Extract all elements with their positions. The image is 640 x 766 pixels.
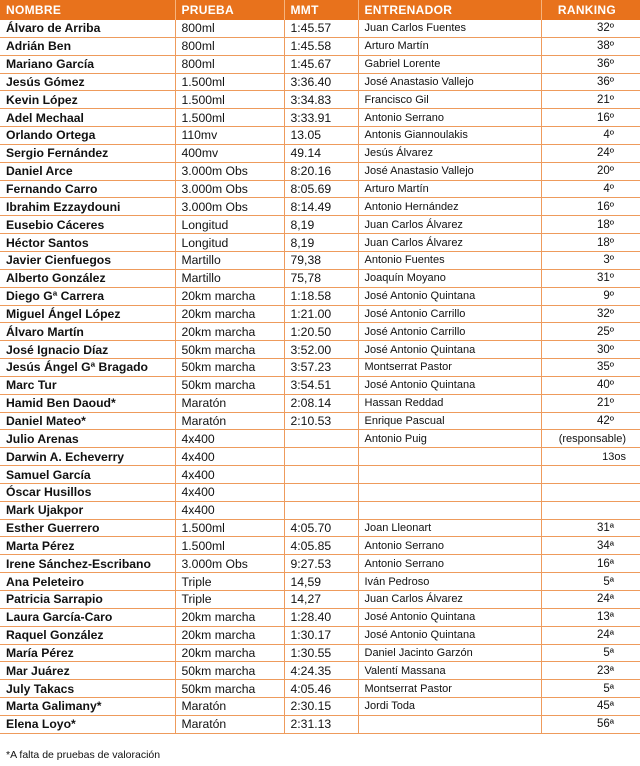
table-row bbox=[0, 591, 640, 609]
event-cell: 800ml bbox=[175, 37, 284, 55]
coach-cell: Gabriel Lorente bbox=[358, 55, 541, 73]
athlete-name-cell: Álvaro Martín bbox=[0, 323, 175, 341]
ranking-cell: 18º bbox=[541, 234, 640, 252]
event-cell: 4x400 bbox=[175, 466, 284, 484]
coach-cell bbox=[358, 466, 541, 484]
header-mark: MMT bbox=[284, 0, 358, 20]
athlete-name-cell: Daniel Arce bbox=[0, 162, 175, 180]
ranking-cell: 35º bbox=[541, 359, 640, 377]
table-row bbox=[0, 55, 640, 73]
athlete-name-cell: Óscar Husillos bbox=[0, 483, 175, 501]
mark-cell: 75,78 bbox=[284, 269, 358, 287]
coach-cell: José Antonio Quintana bbox=[358, 341, 541, 359]
mark-cell: 2:30.15 bbox=[284, 698, 358, 716]
event-cell: 1.500ml bbox=[175, 537, 284, 555]
table-row bbox=[0, 412, 640, 430]
event-cell: 3.000m Obs bbox=[175, 180, 284, 198]
ranking-cell: 25º bbox=[541, 323, 640, 341]
event-cell: 800ml bbox=[175, 55, 284, 73]
athlete-name-cell: Samuel García bbox=[0, 466, 175, 484]
coach-cell: José Antonio Quintana bbox=[358, 626, 541, 644]
event-cell: 3.000m Obs bbox=[175, 198, 284, 216]
table-row bbox=[0, 20, 640, 37]
coach-cell: José Antonio Carrillo bbox=[358, 305, 541, 323]
ranking-cell: 32º bbox=[541, 305, 640, 323]
athlete-name-cell: Patricia Sarrapio bbox=[0, 591, 175, 609]
event-cell: Maratón bbox=[175, 698, 284, 716]
ranking-cell: 36º bbox=[541, 55, 640, 73]
ranking-cell: 42º bbox=[541, 412, 640, 430]
table-row bbox=[0, 537, 640, 555]
table-row bbox=[0, 394, 640, 412]
event-cell: Triple bbox=[175, 591, 284, 609]
ranking-cell: 31º bbox=[541, 269, 640, 287]
table-row bbox=[0, 519, 640, 537]
table-row bbox=[0, 680, 640, 698]
event-cell: 4x400 bbox=[175, 501, 284, 519]
ranking-cell: 24ª bbox=[541, 626, 640, 644]
event-cell: 20km marcha bbox=[175, 608, 284, 626]
event-cell: Longitud bbox=[175, 234, 284, 252]
mark-cell: 8:05.69 bbox=[284, 180, 358, 198]
coach-cell bbox=[358, 501, 541, 519]
ranking-cell bbox=[541, 483, 640, 501]
mark-cell: 2:08.14 bbox=[284, 394, 358, 412]
ranking-cell: 13os bbox=[541, 448, 640, 466]
ranking-cell bbox=[541, 466, 640, 484]
mark-cell: 8:20.16 bbox=[284, 162, 358, 180]
coach-cell: José Antonio Carrillo bbox=[358, 323, 541, 341]
coach-cell: Antonio Serrano bbox=[358, 555, 541, 573]
mark-cell bbox=[284, 430, 358, 448]
athlete-name-cell: Elena Loyo* bbox=[0, 715, 175, 733]
coach-cell: Juan Carlos Álvarez bbox=[358, 216, 541, 234]
event-cell: 3.000m Obs bbox=[175, 162, 284, 180]
athlete-name-cell: María Pérez bbox=[0, 644, 175, 662]
athlete-name-cell: Javier Cienfuegos bbox=[0, 251, 175, 269]
athlete-name-cell: Fernando Carro bbox=[0, 180, 175, 198]
ranking-cell: 24º bbox=[541, 144, 640, 162]
ranking-cell: 21º bbox=[541, 394, 640, 412]
ranking-cell: (responsable) bbox=[541, 430, 640, 448]
athlete-name-cell: Hamid Ben Daoud* bbox=[0, 394, 175, 412]
table-row bbox=[0, 359, 640, 377]
athlete-name-cell: Miguel Ángel López bbox=[0, 305, 175, 323]
table-row bbox=[0, 466, 640, 484]
mark-cell: 3:57.23 bbox=[284, 359, 358, 377]
athlete-name-cell: Laura García-Caro bbox=[0, 608, 175, 626]
event-cell: 20km marcha bbox=[175, 323, 284, 341]
athlete-name-cell: Marta Galimany* bbox=[0, 698, 175, 716]
athlete-name-cell: Diego Gª Carrera bbox=[0, 287, 175, 305]
table-row bbox=[0, 73, 640, 91]
table-row bbox=[0, 127, 640, 145]
mark-cell: 1:21.00 bbox=[284, 305, 358, 323]
ranking-cell: 34ª bbox=[541, 537, 640, 555]
table-row bbox=[0, 501, 640, 519]
coach-cell: Montserrat Pastor bbox=[358, 359, 541, 377]
coach-cell: Arturo Martín bbox=[358, 180, 541, 198]
event-cell: 50km marcha bbox=[175, 341, 284, 359]
event-cell: 4x400 bbox=[175, 483, 284, 501]
event-cell: Martillo bbox=[175, 269, 284, 287]
athlete-name-cell: Kevin López bbox=[0, 91, 175, 109]
mark-cell: 9:27.53 bbox=[284, 555, 358, 573]
event-cell: 20km marcha bbox=[175, 287, 284, 305]
mark-cell: 3:34.83 bbox=[284, 91, 358, 109]
athlete-name-cell: Mariano García bbox=[0, 55, 175, 73]
event-cell: 50km marcha bbox=[175, 359, 284, 377]
athlete-name-cell: Esther Guerrero bbox=[0, 519, 175, 537]
mark-cell bbox=[284, 483, 358, 501]
mark-cell: 4:05.46 bbox=[284, 680, 358, 698]
ranking-cell: 13ª bbox=[541, 608, 640, 626]
athlete-name-cell: Adrián Ben bbox=[0, 37, 175, 55]
coach-cell: Hassan Reddad bbox=[358, 394, 541, 412]
table-header-row bbox=[0, 0, 640, 20]
coach-cell: Enrique Pascual bbox=[358, 412, 541, 430]
table-row bbox=[0, 430, 640, 448]
mark-cell: 1:30.55 bbox=[284, 644, 358, 662]
athlete-name-cell: Alberto González bbox=[0, 269, 175, 287]
mark-cell: 3:33.91 bbox=[284, 109, 358, 127]
athlete-name-cell: Mar Juárez bbox=[0, 662, 175, 680]
mark-cell: 3:52.00 bbox=[284, 341, 358, 359]
event-cell: 400mv bbox=[175, 144, 284, 162]
mark-cell: 2:10.53 bbox=[284, 412, 358, 430]
coach-cell: Arturo Martín bbox=[358, 37, 541, 55]
mark-cell: 13.05 bbox=[284, 127, 358, 145]
athlete-name-cell: Álvaro de Arriba bbox=[0, 20, 175, 37]
ranking-cell: 21º bbox=[541, 91, 640, 109]
table-row bbox=[0, 715, 640, 733]
mark-cell: 8,19 bbox=[284, 216, 358, 234]
athlete-name-cell: Sergio Fernández bbox=[0, 144, 175, 162]
ranking-cell bbox=[541, 501, 640, 519]
table-row bbox=[0, 37, 640, 55]
athlete-name-cell: Jesús Ángel Gª Bragado bbox=[0, 359, 175, 377]
coach-cell bbox=[358, 448, 541, 466]
mark-cell: 1:45.67 bbox=[284, 55, 358, 73]
table-row bbox=[0, 305, 640, 323]
coach-cell: Valentí Massana bbox=[358, 662, 541, 680]
ranking-cell: 24ª bbox=[541, 591, 640, 609]
table-row bbox=[0, 644, 640, 662]
table-row bbox=[0, 573, 640, 591]
ranking-cell: 5ª bbox=[541, 644, 640, 662]
table-row bbox=[0, 323, 640, 341]
ranking-cell: 4º bbox=[541, 180, 640, 198]
table-body bbox=[0, 20, 640, 733]
ranking-cell: 9º bbox=[541, 287, 640, 305]
table-row bbox=[0, 287, 640, 305]
event-cell: 50km marcha bbox=[175, 662, 284, 680]
athlete-name-cell: July Takacs bbox=[0, 680, 175, 698]
mark-cell: 8,19 bbox=[284, 234, 358, 252]
ranking-cell: 45ª bbox=[541, 698, 640, 716]
coach-cell: Jesús Álvarez bbox=[358, 144, 541, 162]
ranking-cell: 16º bbox=[541, 198, 640, 216]
mark-cell: 1:18.58 bbox=[284, 287, 358, 305]
table-row bbox=[0, 448, 640, 466]
table-row bbox=[0, 162, 640, 180]
coach-cell: José Anastasio Vallejo bbox=[358, 162, 541, 180]
ranking-cell: 5ª bbox=[541, 680, 640, 698]
event-cell: Triple bbox=[175, 573, 284, 591]
coach-cell: José Anastasio Vallejo bbox=[358, 73, 541, 91]
ranking-cell: 31ª bbox=[541, 519, 640, 537]
mark-cell: 1:45.58 bbox=[284, 37, 358, 55]
event-cell: Maratón bbox=[175, 394, 284, 412]
event-cell: 1.500ml bbox=[175, 73, 284, 91]
event-cell: Martillo bbox=[175, 251, 284, 269]
event-cell: 110mv bbox=[175, 127, 284, 145]
coach-cell: Iván Pedroso bbox=[358, 573, 541, 591]
coach-cell: Joaquín Moyano bbox=[358, 269, 541, 287]
athlete-name-cell: Darwin A. Echeverry bbox=[0, 448, 175, 466]
athlete-name-cell: José Ignacio Díaz bbox=[0, 341, 175, 359]
mark-cell: 4:05.85 bbox=[284, 537, 358, 555]
mark-cell: 1:45.57 bbox=[284, 20, 358, 37]
header-event: PRUEBA bbox=[175, 0, 284, 20]
coach-cell bbox=[358, 715, 541, 733]
event-cell: 1.500ml bbox=[175, 519, 284, 537]
event-cell: 50km marcha bbox=[175, 376, 284, 394]
athlete-name-cell: Eusebio Cáceres bbox=[0, 216, 175, 234]
mark-cell: 3:36.40 bbox=[284, 73, 358, 91]
event-cell: 1.500ml bbox=[175, 109, 284, 127]
coach-cell: Daniel Jacinto Garzón bbox=[358, 644, 541, 662]
table-row bbox=[0, 198, 640, 216]
ranking-cell: 4º bbox=[541, 127, 640, 145]
athlete-name-cell: Orlando Ortega bbox=[0, 127, 175, 145]
ranking-cell: 20º bbox=[541, 162, 640, 180]
coach-cell: Antonio Puig bbox=[358, 430, 541, 448]
ranking-cell: 5ª bbox=[541, 573, 640, 591]
event-cell: 20km marcha bbox=[175, 305, 284, 323]
mark-cell bbox=[284, 466, 358, 484]
header-ranking: RANKING bbox=[541, 0, 640, 20]
table-row bbox=[0, 109, 640, 127]
mark-cell: 8:14.49 bbox=[284, 198, 358, 216]
mark-cell: 4:24.35 bbox=[284, 662, 358, 680]
athlete-name-cell: Jesús Gómez bbox=[0, 73, 175, 91]
coach-cell bbox=[358, 483, 541, 501]
coach-cell: Antonio Serrano bbox=[358, 537, 541, 555]
event-cell: Longitud bbox=[175, 216, 284, 234]
ranking-cell: 3º bbox=[541, 251, 640, 269]
coach-cell: Jordi Toda bbox=[358, 698, 541, 716]
event-cell: 1.500ml bbox=[175, 91, 284, 109]
ranking-cell: 40º bbox=[541, 376, 640, 394]
coach-cell: Montserrat Pastor bbox=[358, 680, 541, 698]
mark-cell: 49.14 bbox=[284, 144, 358, 162]
mark-cell: 3:54.51 bbox=[284, 376, 358, 394]
athlete-name-cell: Daniel Mateo* bbox=[0, 412, 175, 430]
table-row bbox=[0, 698, 640, 716]
coach-cell: Juan Carlos Fuentes bbox=[358, 20, 541, 37]
table-row bbox=[0, 626, 640, 644]
table-row bbox=[0, 251, 640, 269]
athlete-name-cell: Adel Mechaal bbox=[0, 109, 175, 127]
table-row bbox=[0, 91, 640, 109]
athlete-name-cell: Ana Peleteiro bbox=[0, 573, 175, 591]
coach-cell: Joan Lleonart bbox=[358, 519, 541, 537]
coach-cell: José Antonio Quintana bbox=[358, 608, 541, 626]
event-cell: 4x400 bbox=[175, 448, 284, 466]
table-row bbox=[0, 555, 640, 573]
ranking-cell: 16ª bbox=[541, 555, 640, 573]
mark-cell: 14,27 bbox=[284, 591, 358, 609]
athlete-name-cell: Mark Ujakpor bbox=[0, 501, 175, 519]
ranking-cell: 36º bbox=[541, 73, 640, 91]
ranking-cell: 23ª bbox=[541, 662, 640, 680]
mark-cell: 2:31.13 bbox=[284, 715, 358, 733]
event-cell: 4x400 bbox=[175, 430, 284, 448]
coach-cell: Antonio Hernández bbox=[358, 198, 541, 216]
coach-cell: Juan Carlos Álvarez bbox=[358, 234, 541, 252]
table-row bbox=[0, 180, 640, 198]
footnote: *A falta de pruebas de valoración bbox=[6, 749, 161, 761]
ranking-cell: 30º bbox=[541, 341, 640, 359]
table-row bbox=[0, 376, 640, 394]
header-coach: ENTRENADOR bbox=[358, 0, 541, 20]
header-name: NOMBRE bbox=[0, 0, 175, 20]
mark-cell: 1:20.50 bbox=[284, 323, 358, 341]
table-row bbox=[0, 269, 640, 287]
table-row bbox=[0, 341, 640, 359]
table-row bbox=[0, 216, 640, 234]
coach-cell: Juan Carlos Álvarez bbox=[358, 591, 541, 609]
ranking-cell: 56ª bbox=[541, 715, 640, 733]
mark-cell bbox=[284, 448, 358, 466]
athlete-name-cell: Julio Arenas bbox=[0, 430, 175, 448]
event-cell: 20km marcha bbox=[175, 644, 284, 662]
table-row bbox=[0, 662, 640, 680]
event-cell: Maratón bbox=[175, 412, 284, 430]
coach-cell: Antonio Fuentes bbox=[358, 251, 541, 269]
ranking-cell: 16º bbox=[541, 109, 640, 127]
mark-cell: 1:28.40 bbox=[284, 608, 358, 626]
athlete-name-cell: Marc Tur bbox=[0, 376, 175, 394]
mark-cell: 1:30.17 bbox=[284, 626, 358, 644]
table-row bbox=[0, 483, 640, 501]
coach-cell: José Antonio Quintana bbox=[358, 287, 541, 305]
event-cell: 800ml bbox=[175, 20, 284, 37]
event-cell: 50km marcha bbox=[175, 680, 284, 698]
ranking-cell: 38º bbox=[541, 37, 640, 55]
mark-cell bbox=[284, 501, 358, 519]
coach-cell: Antonio Serrano bbox=[358, 109, 541, 127]
event-cell: 3.000m Obs bbox=[175, 555, 284, 573]
table-row bbox=[0, 608, 640, 626]
table-row bbox=[0, 144, 640, 162]
athlete-name-cell: Marta Pérez bbox=[0, 537, 175, 555]
athlete-name-cell: Ibrahim Ezzaydouni bbox=[0, 198, 175, 216]
coach-cell: Francisco Gil bbox=[358, 91, 541, 109]
mark-cell: 79,38 bbox=[284, 251, 358, 269]
coach-cell: Antonis Giannoulakis bbox=[358, 127, 541, 145]
event-cell: Maratón bbox=[175, 715, 284, 733]
event-cell: 20km marcha bbox=[175, 626, 284, 644]
ranking-cell: 32º bbox=[541, 20, 640, 37]
coach-cell: José Antonio Quintana bbox=[358, 376, 541, 394]
athlete-name-cell: Héctor Santos bbox=[0, 234, 175, 252]
ranking-cell: 18º bbox=[541, 216, 640, 234]
mark-cell: 4:05.70 bbox=[284, 519, 358, 537]
athlete-name-cell: Raquel González bbox=[0, 626, 175, 644]
table-row bbox=[0, 234, 640, 252]
athlete-name-cell: Irene Sánchez-Escribano bbox=[0, 555, 175, 573]
mark-cell: 14,59 bbox=[284, 573, 358, 591]
